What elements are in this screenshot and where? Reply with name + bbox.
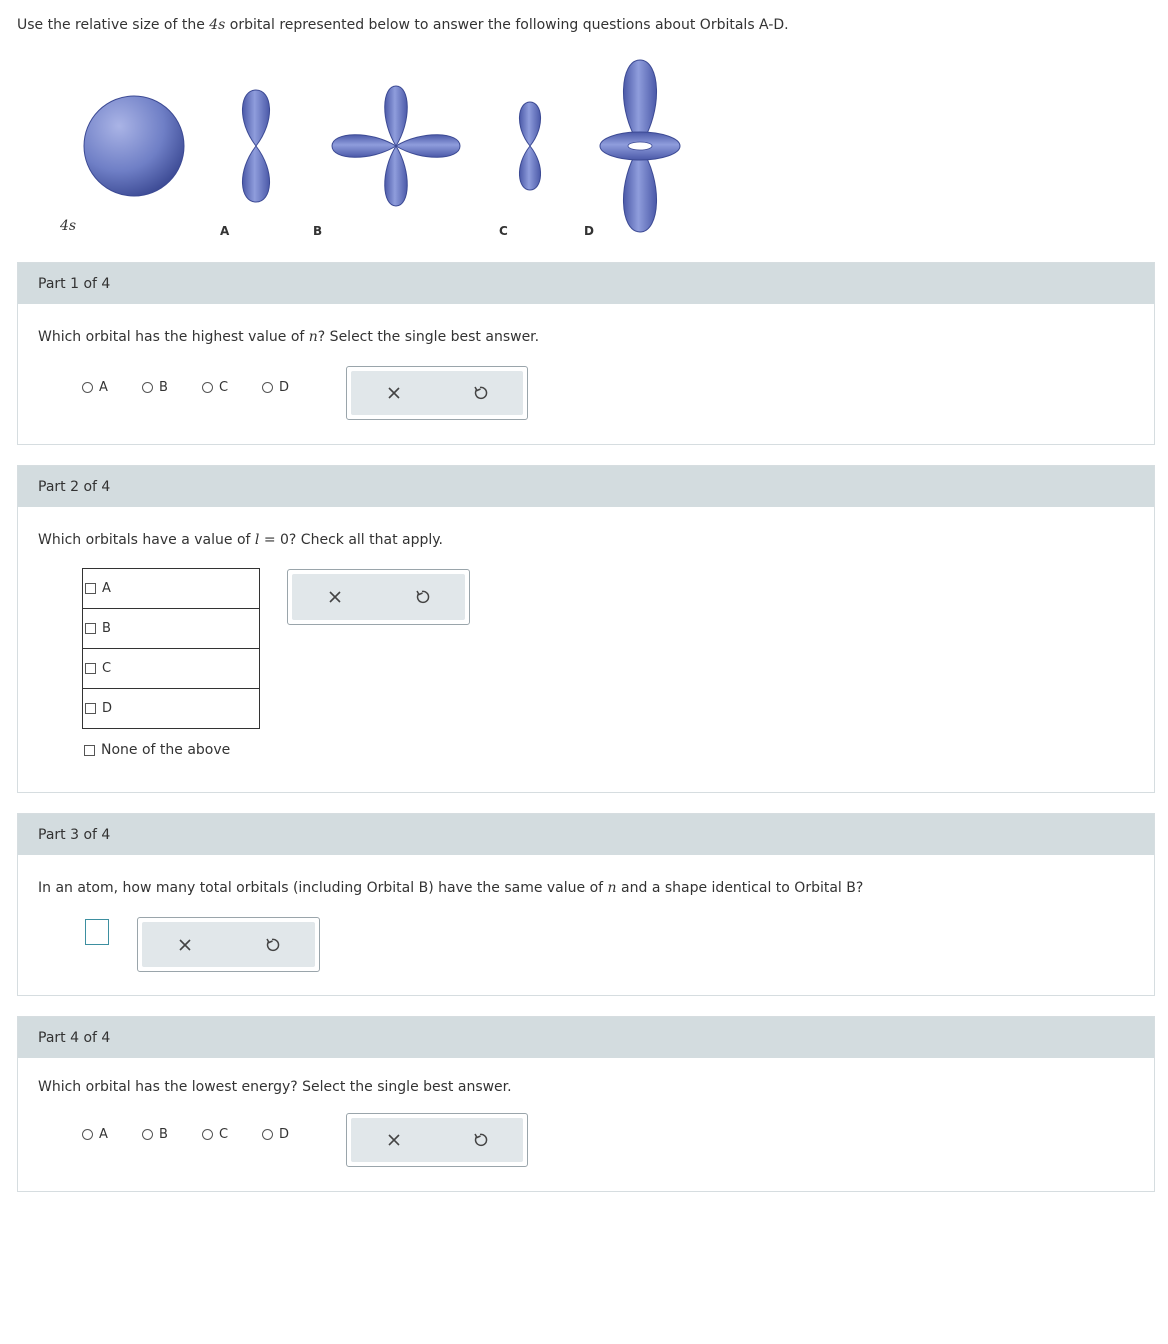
intro-text: Use the relative size of the 4s orbital represented below to answer the following questions about Orbitals A-D. <box>17 17 789 33</box>
part-2-clear-button[interactable] <box>315 582 355 612</box>
part-2-option-d[interactable]: D <box>82 688 260 729</box>
radio-icon[interactable] <box>202 382 213 393</box>
orbital-4s-label: 4s <box>209 17 226 33</box>
radio-icon[interactable] <box>82 382 93 393</box>
part-1-panel <box>17 262 1155 445</box>
part-4-reset-button[interactable] <box>460 1125 500 1155</box>
undo-icon <box>472 385 488 401</box>
part-3-answer-input[interactable] <box>85 919 109 945</box>
orbital-4s-sphere <box>84 96 184 196</box>
part-3-controls <box>137 917 320 972</box>
part-1-options <box>82 380 322 395</box>
part-4-header: Part 4 of 4 <box>18 1017 1154 1058</box>
part-4-option-a[interactable]: A <box>82 1127 142 1142</box>
part-1-option-d[interactable]: D <box>262 380 322 395</box>
part-3-header: Part 3 of 4 <box>18 814 1154 855</box>
label-b: B <box>313 224 323 238</box>
checkbox-icon[interactable] <box>85 583 96 594</box>
part-1-clear-button[interactable] <box>374 378 414 408</box>
part-1-option-b[interactable]: B <box>142 380 202 395</box>
part-1-header: Part 1 of 4 <box>18 263 1154 304</box>
part-2-question: Which orbitals have a value of l = 0? Check all that apply. <box>38 532 443 548</box>
radio-icon[interactable] <box>82 1129 93 1140</box>
checkbox-icon[interactable] <box>84 745 95 756</box>
part-1-controls <box>346 366 528 420</box>
orbital-drawing <box>0 50 720 250</box>
label-c: C <box>499 224 508 238</box>
part-3-question: In an atom, how many total orbitals (including Orbital B) have the same value of n and a shape identical to Orbital B? <box>38 880 864 896</box>
label-4s: 4s <box>60 218 77 234</box>
checkbox-icon[interactable] <box>85 623 96 634</box>
orbital-b-shape <box>332 86 460 206</box>
close-icon <box>387 386 401 400</box>
orbital-c-shape <box>519 102 540 190</box>
part-4-panel <box>17 1016 1155 1192</box>
part-2-options <box>82 569 260 729</box>
close-icon <box>328 590 342 604</box>
checkbox-icon[interactable] <box>85 663 96 674</box>
part-4-question: Which orbital has the lowest energy? Select the single best answer. <box>38 1079 512 1095</box>
part-1-option-c[interactable]: C <box>202 380 262 395</box>
part-2-panel <box>17 465 1155 793</box>
part-2-controls <box>287 569 470 625</box>
part-2-option-c[interactable]: C <box>82 648 260 689</box>
radio-icon[interactable] <box>262 382 273 393</box>
part-4-option-d[interactable]: D <box>262 1127 322 1142</box>
checkbox-icon[interactable] <box>85 703 96 714</box>
close-icon <box>387 1133 401 1147</box>
part-1-reset-button[interactable] <box>460 378 500 408</box>
orbital-figure <box>0 50 720 250</box>
part-2-option-a[interactable]: A <box>82 568 260 609</box>
radio-icon[interactable] <box>142 382 153 393</box>
close-icon <box>178 938 192 952</box>
label-a: A <box>220 224 230 238</box>
radio-icon[interactable] <box>202 1129 213 1140</box>
radio-icon[interactable] <box>142 1129 153 1140</box>
part-1-option-a[interactable]: A <box>82 380 142 395</box>
part-1-question: Which orbital has the highest value of n? Select the single best answer. <box>38 329 540 345</box>
undo-icon <box>264 937 280 953</box>
part-4-controls <box>346 1113 528 1167</box>
part-4-option-c[interactable]: C <box>202 1127 262 1142</box>
part-2-reset-button[interactable] <box>402 582 442 612</box>
orbital-a-shape <box>242 90 269 202</box>
part-3-panel <box>17 813 1155 996</box>
part-4-option-b[interactable]: B <box>142 1127 202 1142</box>
undo-icon <box>472 1132 488 1148</box>
radio-icon[interactable] <box>262 1129 273 1140</box>
part-2-option-none[interactable]: None of the above <box>84 742 230 758</box>
orbital-d-shape <box>600 60 680 232</box>
part-4-clear-button[interactable] <box>374 1125 414 1155</box>
label-d: D <box>584 224 594 238</box>
part-3-reset-button[interactable] <box>252 930 292 960</box>
undo-icon <box>414 589 430 605</box>
part-2-header: Part 2 of 4 <box>18 466 1154 507</box>
part-3-clear-button[interactable] <box>165 930 205 960</box>
part-4-options <box>82 1127 322 1142</box>
part-2-option-b[interactable]: B <box>82 608 260 649</box>
